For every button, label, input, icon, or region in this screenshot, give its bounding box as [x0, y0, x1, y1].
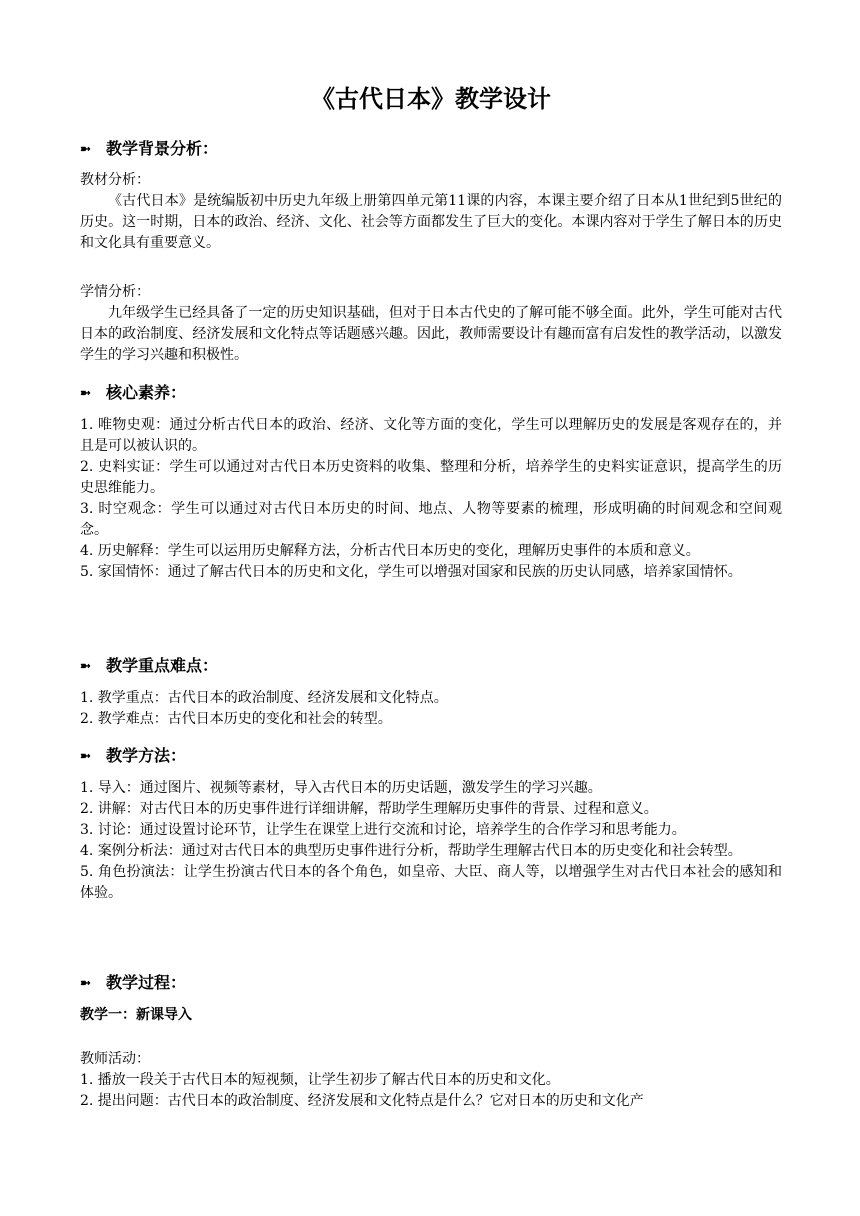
arrow-bullet-icon: ➼ [80, 975, 91, 991]
section-title: 核心素养： [106, 383, 187, 402]
section-title: 教学过程： [106, 973, 187, 992]
list-item: 5. 角色扮演法：让学生扮演古代日本的各个角色，如皇帝、大臣、商人等，以增强学生对古代日本社会的感知和体验。 [80, 864, 782, 901]
list-item: 5. 家国情怀：通过了解古代日本的历史和文化，学生可以增强对国家和民族的历史认同感，培养家国情怀。 [80, 564, 742, 580]
list-item: 3. 讨论：通过设置讨论环节，让学生在课堂上进行交流和讨论，培养学生的合作学习和思考能力。 [80, 822, 686, 838]
list-item: 2. 教学难点：古代日本历史的变化和社会的转型。 [80, 711, 392, 727]
list-item: 2. 提出问题：古代日本的政治制度、经济发展和文化特点是什么？它对日本的历史和文化产 [80, 1093, 644, 1109]
list-item: 3. 时空观念：学生可以通过对古代日本历史的时间、地点、人物等要素的梳理，形成明确的时间观念和空间观念。 [80, 501, 782, 538]
section-title: 教学背景分析： [106, 139, 219, 158]
list-item: 2. 史料实证：学生可以通过对古代日本历史资料的收集、整理和分析，培养学生的史料实证意识，提高学生的历史思维能力。 [80, 459, 782, 496]
student-analysis-text: 九年级学生已经具备了一定的历史知识基础，但对于日本古代史的了解可能不够全面。此外，学生可能对古代日本的政治制度、经济发展和文化特点等话题感兴趣。因此，教师需要设计有趣而富有启发性的教学活动，以激发学生的学习兴趣和积极性。 [80, 305, 782, 363]
section-heading-focus [80, 653, 782, 679]
textbook-analysis-text: 《古代日本》是统编版初中历史九年级上册第四单元第11课的内容，本课主要介绍了日本从1世纪到5世纪的历史。这一时期，日本的政治、经济、文化、社会等方面都发生了巨大的变化。本课内容对于学生了解日本的历史和文化具有重要意义。 [80, 193, 782, 251]
section-title: 教学重点难点： [106, 656, 219, 675]
list-item: 4. 历史解释：学生可以运用历史解释方法，分析古代日本历史的变化，理解历史事件的本质和意义。 [80, 543, 700, 559]
arrow-bullet-icon: ➼ [80, 658, 91, 674]
textbook-analysis-label: 教材分析： [80, 172, 150, 188]
section-heading-methods [80, 743, 782, 769]
list-item: 1. 播放一段关于古代日本的短视频，让学生初步了解古代日本的历史和文化。 [80, 1072, 560, 1088]
page-title: 《古代日本》教学设计 [311, 85, 551, 113]
list-item: 1. 教学重点：古代日本的政治制度、经济发展和文化特点。 [80, 690, 448, 706]
arrow-bullet-icon: ➼ [80, 385, 91, 401]
section-heading-core [80, 380, 782, 406]
list-item: 1. 导入：通过图片、视频等素材，导入古代日本的历史话题，激发学生的学习兴趣。 [80, 780, 602, 796]
section-heading-process [80, 970, 782, 996]
teacher-activity-label: 教师活动： [80, 1051, 150, 1067]
teaching-methods-list [80, 778, 782, 904]
list-item: 1. 唯物史观：通过分析古代日本的政治、经济、文化等方面的变化，学生可以理解历史的发展是客观存在的，并且是可以被认识的。 [80, 417, 782, 454]
list-item: 4. 案例分析法：通过对古代日本的典型历史事件进行分析，帮助学生理解古代日本的历史变化和社会转型。 [80, 843, 742, 859]
student-analysis-label: 学情分析： [80, 284, 150, 300]
core-literacy-list [80, 415, 782, 583]
teacher-activity-list [80, 1070, 782, 1112]
arrow-bullet-icon: ➼ [80, 141, 91, 157]
section-title: 教学方法： [106, 746, 187, 765]
arrow-bullet-icon: ➼ [80, 748, 91, 764]
section-heading-background [80, 136, 782, 162]
list-item: 2. 讲解：对古代日本的历史事件进行详细讲解，帮助学生理解历史事件的背景、过程和意义。 [80, 801, 658, 817]
key-points-list [80, 688, 782, 730]
process-sub-heading: 教学一：新课导入 [80, 1007, 192, 1023]
